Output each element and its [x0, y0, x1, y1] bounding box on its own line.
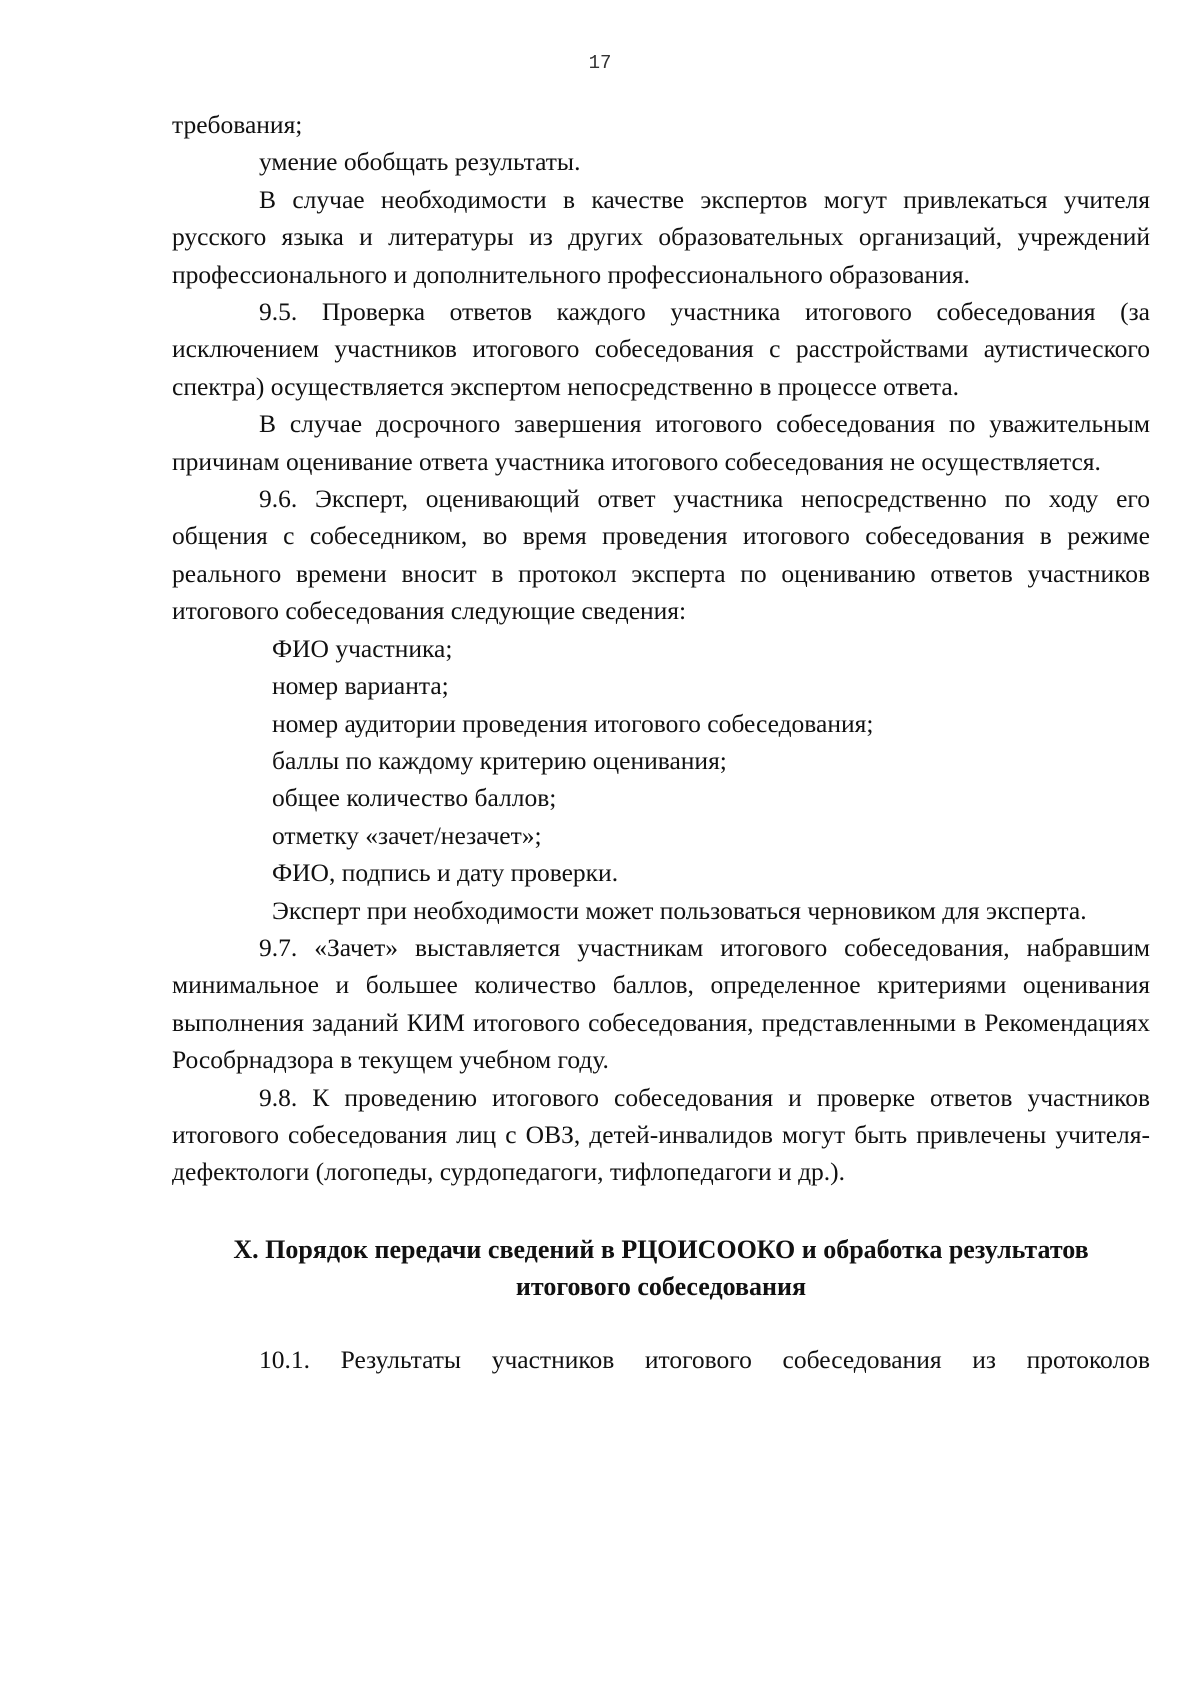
paragraph: 9.6. Эксперт, оценивающий ответ участника непосредственно по ходу его общения с собеседником, во время проведения итогового собеседования в режиме реального времени вносит в протокол эксперта по оцениванию ответов участников итогового собеседования следующие сведения: — [172, 484, 1150, 626]
list-item: ФИО, подпись и дату проверки. — [272, 858, 619, 888]
section-heading — [172, 1231, 1150, 1305]
list-item: номер варианта; — [272, 671, 449, 701]
section-heading-line: X. Порядок передачи сведений в РЦОИСООКО и обработка результатов — [233, 1234, 1089, 1264]
list-item: номер аудитории проведения итогового собеседования; — [272, 708, 874, 738]
paragraph: 9.8. К проведению итогового собеседования и проверке ответов участников итогового собеседования лиц с ОВЗ, детей-инвалидов могут быть привлечены учителя-дефектологи (логопеды, сурдопедагоги, тифлопедагоги и др.). — [172, 1082, 1150, 1187]
page-number: 17 — [588, 52, 612, 74]
criteria-list — [172, 630, 1150, 892]
paragraph: 9.5. Проверка ответов каждого участника итогового собеседования (за исключением участников итогового собеседования с расстройствами аутистического спектра) осуществляется экспертом непосредственно в процессе ответа. — [172, 297, 1150, 401]
paragraph: требования; — [172, 110, 303, 139]
list-item: баллы по каждому критерию оценивания; — [272, 745, 727, 775]
list-item: отметку «зачет/незачет»; — [272, 820, 542, 850]
paragraph: умение обобщать результаты. — [259, 147, 581, 177]
paragraph: Эксперт при необходимости может пользоваться черновиком для эксперта. — [272, 895, 1087, 925]
list-item: общее количество баллов; — [272, 783, 557, 813]
paragraph: 10.1. Результаты участников итогового собеседования из протоколов — [259, 1344, 1150, 1374]
document-body — [172, 106, 1150, 1378]
list-item: ФИО участника; — [272, 633, 453, 663]
section-heading-line: итогового собеседования — [515, 1271, 807, 1301]
paragraph: 9.7. «Зачет» выставляется участникам итогового собеседования, набравшим минимальное и большее количество баллов, определенное критериями оценивания выполнения заданий КИМ итогового собеседования, представленными в Рекомендациях Рособрнадзора в текущем учебном году. — [172, 932, 1150, 1075]
paragraph: В случае досрочного завершения итогового собеседования по уважительным причинам оценивание ответа участника итогового собеседования не осуществляется. — [172, 409, 1150, 476]
paragraph: В случае необходимости в качестве экспертов могут привлекаться учителя русского языка и литературы из других образовательных организаций, учреждений профессионального и дополнительного профессионального образования. — [172, 184, 1150, 289]
